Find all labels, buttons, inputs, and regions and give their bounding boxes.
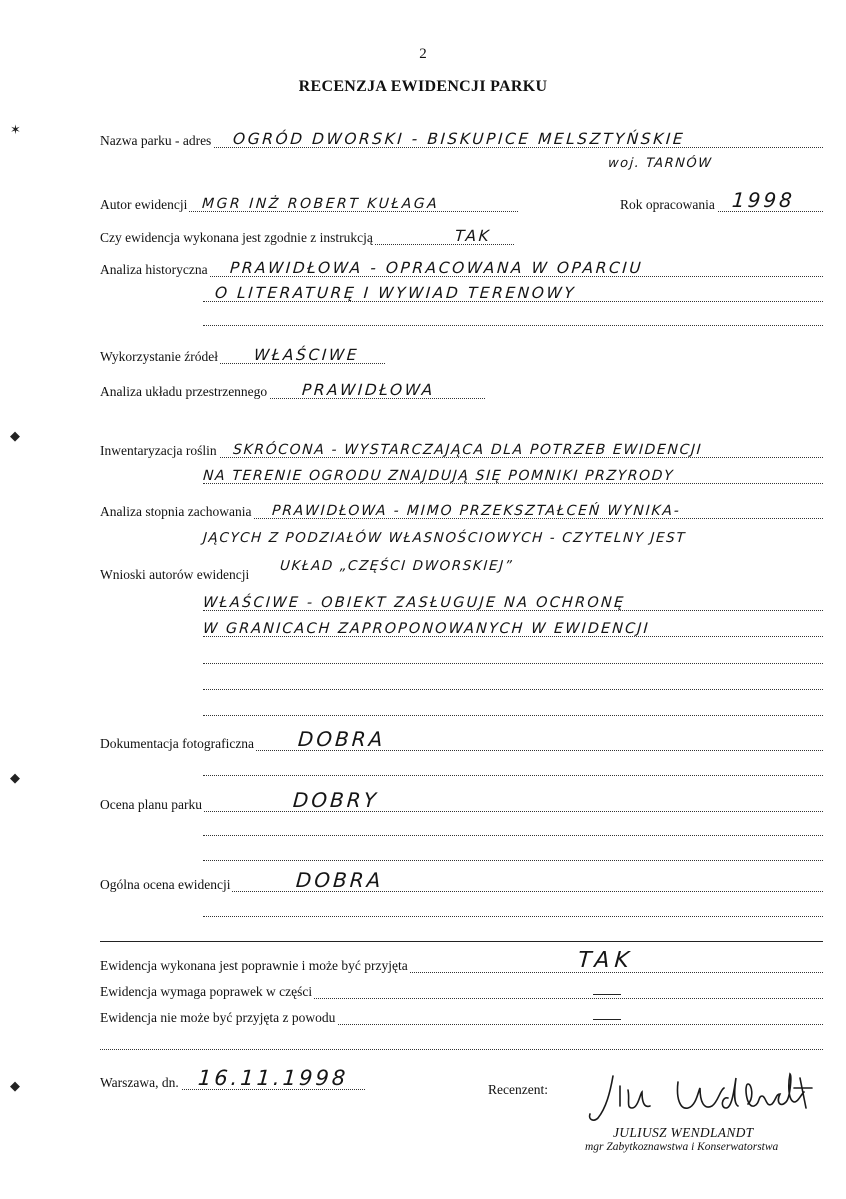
- historical-value-2: O LITERATURĘ I WYWIAD TERENOWY: [214, 284, 577, 302]
- sources-value: WŁAŚCIWE: [253, 346, 360, 364]
- place-label: Warszawa, dn.: [100, 1075, 179, 1090]
- compliant-row: [100, 227, 514, 249]
- conclusions-row-6: [100, 698, 823, 720]
- dotted-line: [100, 1049, 823, 1050]
- date-row: [100, 1066, 365, 1094]
- plan-row-3: [100, 843, 823, 865]
- page-title: RECENZJA EWIDENCJI PARKU: [298, 78, 548, 95]
- dotted-line: [203, 916, 823, 917]
- conclusions-label: Wnioski autorów ewidencji: [100, 567, 250, 582]
- reviewer-name: JULIUSZ WENDLANDT: [613, 1125, 754, 1140]
- preservation-label: Analiza stopnia zachowania: [100, 504, 252, 519]
- photo-row: [100, 727, 823, 755]
- dash-mark: [593, 1019, 621, 1020]
- conclusions-row-3: [100, 619, 823, 641]
- preservation-row-2: [100, 528, 823, 550]
- dotted-line: [203, 835, 823, 836]
- spatial-row: [100, 381, 485, 403]
- plan-row-2: [100, 818, 823, 840]
- author-label: Autor ewidencji: [100, 197, 188, 212]
- historical-row-3: [100, 308, 823, 330]
- sources-row: [100, 346, 385, 368]
- year-label: Rok opracowania: [620, 197, 715, 212]
- park-name-value: OGRÓD DWORSKI - BISKUPICE MELSZTYŃSKIE: [232, 130, 686, 148]
- conclusions-row-2: [100, 593, 823, 615]
- park-name-row-2: [100, 153, 823, 175]
- spatial-value: PRAWIDŁOWA: [301, 381, 436, 399]
- photo-value: DOBRA: [297, 727, 387, 751]
- compliant-label: Czy ewidencja wykonana jest zgodnie z instrukcją: [100, 230, 373, 245]
- rejected-label: Ewidencja nie może być przyjęta z powodu: [100, 1010, 336, 1025]
- corrections-row: [100, 981, 823, 1003]
- overall-label: Ogólna ocena ewidencji: [100, 877, 231, 892]
- dotted-line: [203, 689, 823, 690]
- photo-row-2: [100, 758, 823, 780]
- plants-row: [100, 440, 823, 462]
- margin-mark: ◆: [10, 770, 20, 785]
- margin-mark: ◆: [10, 1078, 20, 1093]
- sources-label: Wykorzystanie źródeł: [100, 349, 219, 364]
- historical-row-2: [100, 284, 823, 306]
- plan-value: DOBRY: [292, 788, 380, 812]
- rejected-row: [100, 1007, 823, 1029]
- plants-value: SKRÓCONA - WYSTARCZAJĄCA DLA POTRZEB EWIDENCJI: [232, 442, 703, 458]
- plan-label: Ocena planu parku: [100, 797, 202, 812]
- conclusions-value-2: W GRANICACH ZAPROPONOWANYCH W EWIDENCJI: [202, 621, 651, 637]
- park-name-value-2: woj. TARNÓW: [607, 156, 713, 171]
- plan-row: [100, 788, 823, 816]
- date-value: 16.11.1998: [197, 1066, 350, 1090]
- margin-mark: ◆: [10, 428, 20, 443]
- park-name-row: [100, 130, 823, 152]
- dotted-line: [203, 325, 823, 326]
- reviewer-title: mgr Zabytkoznawstwa i Konserwatorstwa: [585, 1141, 779, 1153]
- page-number: 2: [419, 46, 427, 62]
- preservation-row: [100, 501, 823, 523]
- year-row: [620, 188, 823, 216]
- handwritten-signature: [528, 1068, 828, 1128]
- accepted-value: TAK: [577, 948, 635, 973]
- overall-value: DOBRA: [295, 868, 385, 892]
- conclusions-row: [100, 558, 823, 586]
- overall-row: [100, 868, 823, 896]
- conclusions-row-4: [100, 646, 823, 668]
- year-value: 1998: [731, 188, 796, 212]
- reviewer-label: Recenzent:: [488, 1082, 548, 1097]
- conclusions-value: WŁAŚCIWE - OBIEKT ZASŁUGUJE NA OCHRONĘ: [202, 595, 626, 611]
- dash-mark: [593, 994, 621, 995]
- accepted-label: Ewidencja wykonana jest poprawnie i może być przyjęta: [100, 958, 408, 973]
- author-row: [100, 194, 518, 216]
- plants-row-2: [100, 466, 823, 488]
- spatial-label: Analiza układu przestrzennego: [100, 384, 268, 399]
- preservation-value-2: JĄCYCH Z PODZIAŁÓW WŁASNOŚCIOWYCH - CZYTELNY JEST: [202, 530, 687, 546]
- park-name-label: Nazwa parku - adres: [100, 133, 212, 148]
- conclusions-row-5: [100, 672, 823, 694]
- dotted-line: [203, 860, 823, 861]
- overall-row-2: [100, 899, 823, 921]
- dotted-line: [203, 775, 823, 776]
- rejected-row-2: [100, 1032, 823, 1054]
- historical-row: [100, 259, 823, 281]
- reviewer-block: [488, 1068, 828, 1178]
- photo-label: Dokumentacja fotograficzna: [100, 736, 255, 751]
- plants-label: Inwentaryzacja roślin: [100, 443, 217, 458]
- author-value: MGR INŻ ROBERT KUŁAGA: [201, 196, 440, 212]
- dotted-line: [203, 715, 823, 716]
- plants-value-2: NA TERENIE OGRODU ZNAJDUJĄ SIĘ POMNIKI PRZYRODY: [202, 468, 675, 484]
- corrections-label: Ewidencja wymaga poprawek w części: [100, 984, 313, 999]
- margin-mark: ✶: [10, 122, 21, 137]
- preservation-value: PRAWIDŁOWA - MIMO PRZEKSZTAŁCEŃ WYNIKA-: [271, 503, 682, 519]
- accepted-row: [100, 948, 823, 977]
- dotted-line: [100, 811, 823, 812]
- compliant-value: TAK: [454, 227, 492, 245]
- dotted-line: [203, 663, 823, 664]
- historical-label: Analiza historyczna: [100, 262, 208, 277]
- historical-value: PRAWIDŁOWA - OPRACOWANA W OPARCIU: [229, 259, 644, 277]
- section-divider: [100, 941, 823, 942]
- preservation-value-3: UKŁAD „CZĘŚCI DWORSKIEJ”: [279, 558, 514, 574]
